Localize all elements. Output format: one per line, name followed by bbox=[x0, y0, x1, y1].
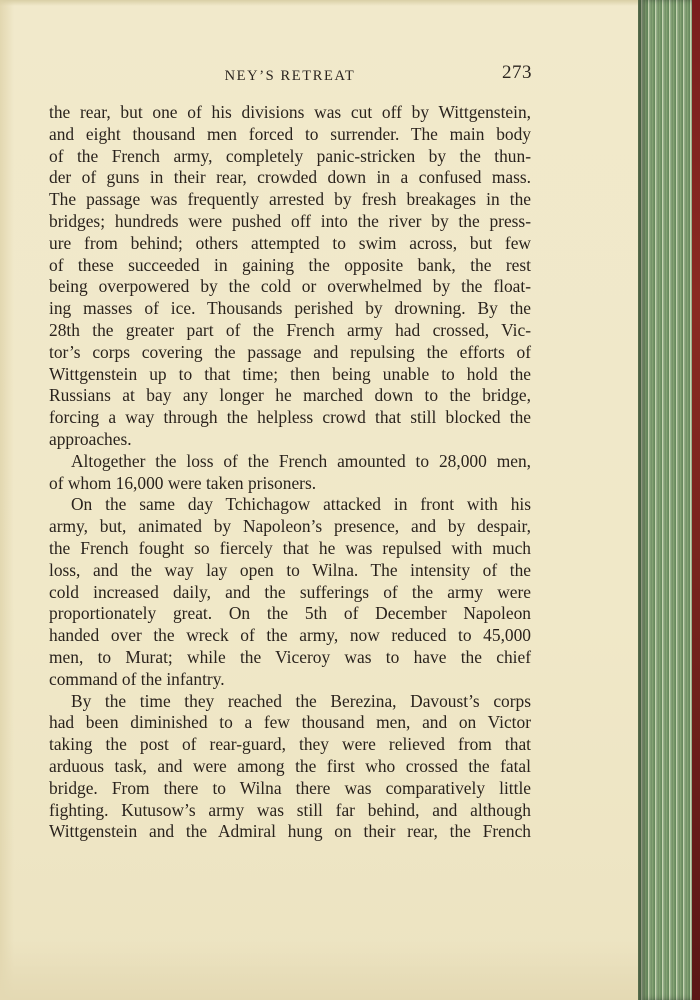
text-line: By the time they reached the Berezina, Davoust’s corps bbox=[71, 690, 531, 711]
text-line: of these succeeded in gaining the opposite bank, the rest bbox=[49, 254, 531, 275]
text-line: handed over the wreck of the army, now reduced to 45,000 bbox=[49, 625, 531, 646]
text-line: had been diminished to a few thousand men, and on Victor bbox=[49, 712, 531, 733]
text-line: ure from behind; others attempted to swim across, but few bbox=[49, 232, 531, 253]
text-line: approaches. bbox=[49, 428, 132, 449]
text-line: taking the post of rear-guard, they were relieved from that bbox=[49, 734, 531, 755]
page-number: 273 bbox=[502, 62, 532, 83]
text-line: and eight thousand men forced to surrender. The main body bbox=[49, 123, 531, 144]
book-page-edges bbox=[638, 0, 700, 1000]
text-line: being overpowered by the cold or overwhelmed by the float- bbox=[49, 276, 531, 297]
text-line: On the same day Tchichagow attacked in front with his bbox=[71, 494, 531, 515]
text-line: der of guns in their rear, crowded down in a confused mass. bbox=[49, 167, 531, 188]
text-line: of the French army, completely panic-stricken by the thun- bbox=[49, 145, 531, 166]
text-line: loss, and the way lay open to Wilna. The intensity of the bbox=[49, 559, 531, 580]
text-line: Altogether the loss of the French amounted to 28,000 men, bbox=[71, 450, 531, 471]
body-text bbox=[49, 102, 531, 843]
running-head bbox=[48, 62, 532, 92]
text-line: the French fought so fiercely that he was repulsed with much bbox=[49, 537, 531, 558]
text-line: Wittgenstein and the Admiral hung on their rear, the French bbox=[49, 821, 531, 842]
text-line: Russians at bay any longer he marched down to the bridge, bbox=[49, 385, 531, 406]
text-line: cold increased daily, and the sufferings of the army were bbox=[49, 581, 531, 602]
text-line: the rear, but one of his divisions was cut off by Wittgenstein, bbox=[49, 102, 531, 122]
text-line: 28th the greater part of the French army had crossed, Vic- bbox=[49, 319, 531, 340]
text-line: bridge. From there to Wilna there was comparatively little bbox=[49, 777, 531, 798]
text-line: Wittgenstein up to that time; then being unable to hold the bbox=[49, 363, 531, 384]
text-line: fighting. Kutusow’s army was still far behind, and although bbox=[49, 799, 531, 820]
text-line: bridges; hundreds were pushed off into the river by the press- bbox=[49, 210, 531, 231]
text-line: forcing a way through the helpless crowd that still blocked the bbox=[49, 407, 531, 428]
text-line: ing masses of ice. Thousands perished by drowning. By the bbox=[49, 298, 531, 319]
text-line: of whom 16,000 were taken prisoners. bbox=[49, 472, 317, 493]
text-line: The passage was frequently arrested by fresh breakages in the bbox=[49, 189, 531, 210]
text-line: army, but, animated by Napoleon’s presence, and by despair, bbox=[49, 516, 531, 537]
text-line: command of the infantry. bbox=[49, 668, 225, 689]
text-line: proportionately great. On the 5th of December Napoleon bbox=[49, 603, 531, 624]
page-bottom-shading bbox=[0, 940, 640, 1000]
running-title: NEY’S RETREAT bbox=[224, 68, 356, 84]
text-line: tor’s corps covering the passage and repulsing the efforts of bbox=[49, 341, 531, 362]
text-line: arduous task, and were among the first who crossed the fatal bbox=[49, 755, 531, 776]
text-line: men, to Murat; while the Viceroy was to have the chief bbox=[49, 646, 531, 667]
page-top-shading bbox=[0, 0, 638, 6]
